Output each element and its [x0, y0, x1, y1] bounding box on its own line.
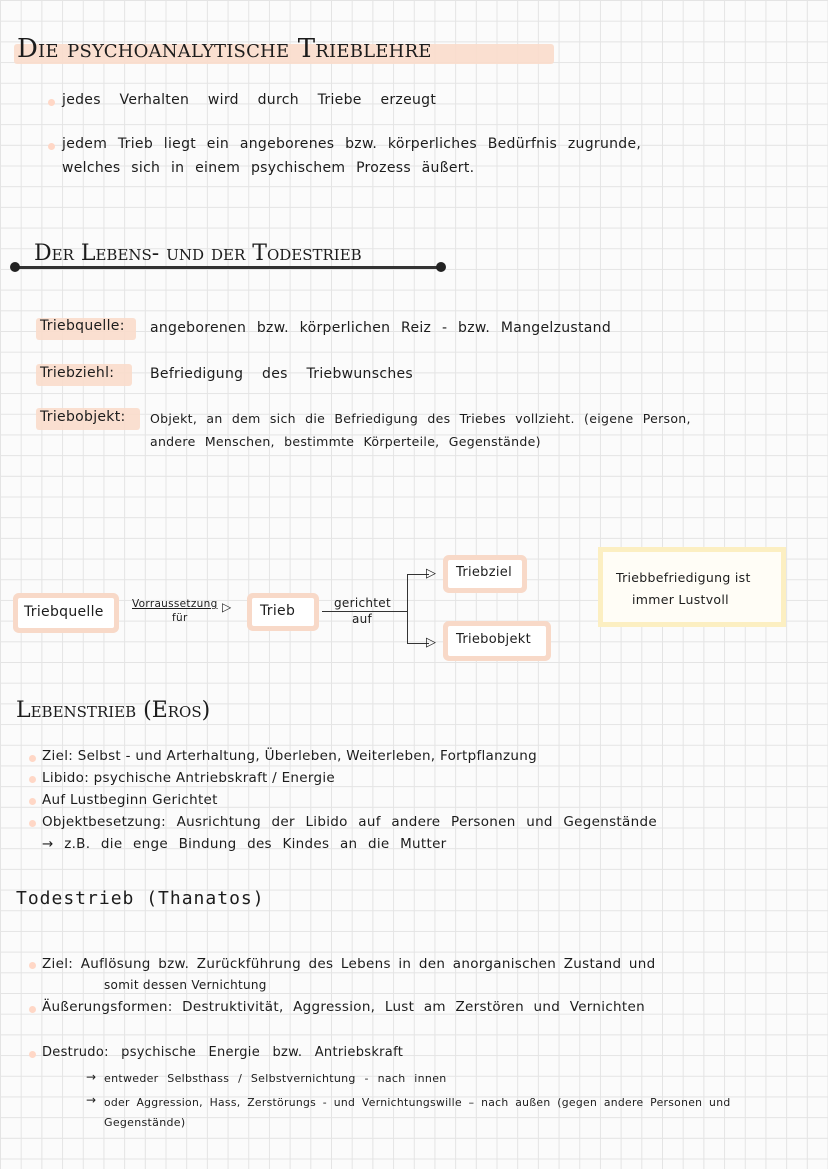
arrow1-label-top: Vorraussetzung — [132, 598, 218, 610]
note-line1: Triebbefriedigung ist — [616, 570, 751, 585]
heading-underline — [14, 266, 442, 269]
lebenstrieb-ziel: Ziel: Selbst - und Arterhaltung, Überleben, Weiterleben, Fortpflanzung — [42, 748, 537, 764]
bullet-dot — [48, 143, 55, 150]
bullet-dot — [29, 1051, 36, 1058]
bullet-dot — [29, 1006, 36, 1013]
bullet-dot — [29, 776, 36, 783]
triebziel-text: Befriedigung des Triebwunsches — [150, 366, 414, 382]
lebenstrieb-beispiel: → z.B. die enge Bindung des Kindes an die Mutter — [42, 836, 447, 852]
arrow2-label-bottom: auf — [352, 612, 373, 626]
todestrieb-nach-innen: entweder Selbsthass / Selbstvernichtung - nach innen — [104, 1072, 447, 1085]
triebobjekt-label: Triebobjekt: — [40, 409, 126, 425]
arrow2-label-top: gerichtet — [334, 596, 391, 610]
triebziel-node: Triebziel — [456, 565, 512, 580]
note-box — [598, 547, 786, 627]
todestrieb-heading: Todestrieb (Thanatos) — [16, 888, 265, 909]
triebquelle-label: Triebquelle: — [40, 318, 125, 334]
arrow-bullet-icon: → — [86, 1070, 97, 1084]
intro-bullet-1: jedes Verhalten wird durch Triebe erzeugt — [62, 92, 437, 108]
branch-top-head-icon: ▷ — [426, 566, 436, 581]
intro-bullet-2-line1: jedem Trieb liegt ein angeborenes bzw. körperliches Bedürfnis zugrunde, — [62, 136, 642, 152]
section-heading-lebens-todestrieb: Der Lebens- und der Todestrieb — [34, 241, 362, 266]
trieb-node: Trieb — [260, 603, 296, 619]
bullet-dot — [29, 755, 36, 762]
triebquelle-text: angeborenen bzw. körperlichen Reiz - bzw. Mangelzustand — [150, 320, 612, 336]
todestrieb-aeusserungsformen: Äußerungsformen: Destruktivität, Aggression, Lust am Zerstören und Vernichten — [42, 999, 645, 1015]
lebenstrieb-lust: Auf Lustbeginn Gerichtet — [42, 792, 218, 808]
lebenstrieb-heading: Lebenstrieb (Eros) — [16, 698, 211, 723]
triebquelle-node: Triebquelle — [24, 604, 104, 620]
underline-dot — [10, 262, 20, 272]
bullet-dot — [29, 820, 36, 827]
todestrieb-destrudo: Destrudo: psychische Energie bzw. Antriebskraft — [42, 1045, 404, 1060]
triebobjekt-node: Triebobjekt — [456, 632, 531, 647]
bullet-dot — [48, 99, 55, 106]
note-line2: immer Lustvoll — [632, 592, 729, 607]
intro-bullet-2-line2: welches sich in einem psychischem Prozess äußert. — [62, 160, 475, 176]
todestrieb-ziel-line1: Ziel: Auflösung bzw. Zurückführung des Lebens in den anorganischen Zustand und — [42, 956, 656, 972]
branch-bottom-head-icon: ▷ — [426, 635, 436, 650]
todestrieb-nach-aussen-line2: Gegenstände) — [104, 1116, 186, 1129]
underline-dot — [436, 262, 446, 272]
todestrieb-ziel-line2: somit dessen Vernichtung — [104, 978, 267, 992]
triebobjekt-text-line1: Objekt, an dem sich die Befriedigung des Triebes vollzieht. (eigene Person, — [150, 411, 691, 426]
arrow1-head-icon: ▷ — [222, 600, 232, 614]
lebenstrieb-libido: Libido: psychische Antriebskraft / Energie — [42, 770, 335, 786]
branch-vertical — [407, 574, 408, 644]
arrow-bullet-icon: → — [86, 1093, 97, 1107]
arrow1-label-bottom: für — [172, 612, 188, 624]
triebobjekt-text-line2: andere Menschen, bestimmte Körperteile, Gegenstände) — [150, 434, 541, 449]
lebenstrieb-objektbesetzung: Objektbesetzung: Ausrichtung der Libido auf andere Personen und Gegenstände — [42, 814, 657, 830]
todestrieb-nach-aussen-line1: oder Aggression, Hass, Zerstörungs - und Vernichtungswille – nach außen (gegen andere Personen und — [104, 1096, 731, 1109]
bullet-dot — [29, 962, 36, 969]
triebziel-label: Triebziehl: — [40, 365, 115, 381]
page-title: Die psychoanalytische Trieblehre — [17, 34, 432, 64]
bullet-dot — [29, 798, 36, 805]
